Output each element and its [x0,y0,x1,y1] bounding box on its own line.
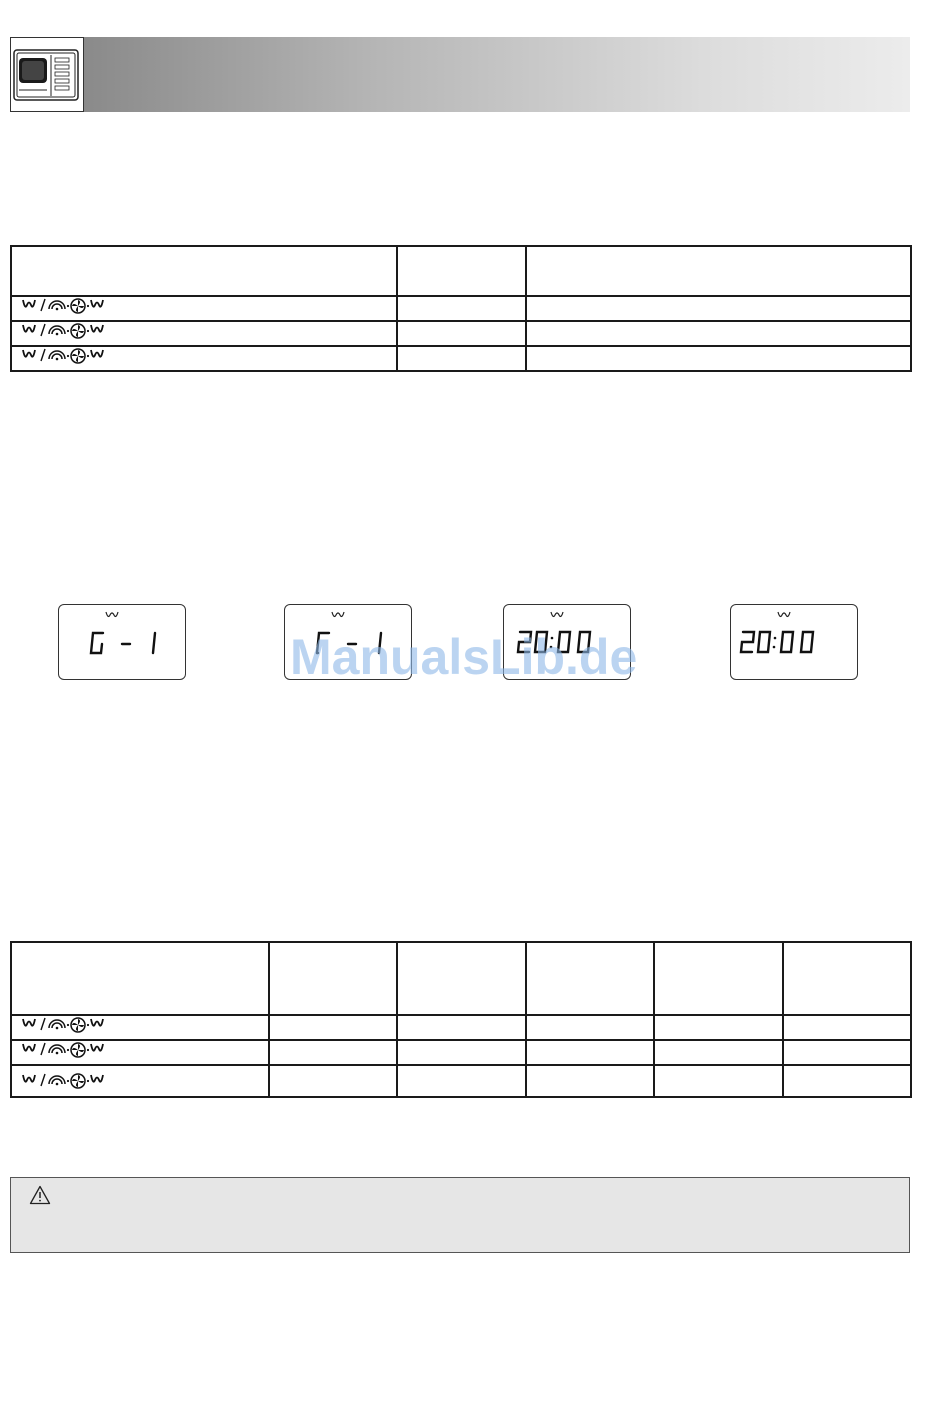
table-cell [783,1015,911,1040]
cooking-table-1 [10,245,912,372]
table-cell [783,1040,911,1065]
grill-convection-combi-symbol [22,1016,106,1034]
symbol-cell [11,346,397,371]
lcd-digits [91,633,155,653]
table-header-cell [11,942,269,1015]
grill-indicator-icon [551,612,563,616]
table-cell [526,1065,654,1097]
grill-convection-combi-symbol [22,347,106,365]
table-cell [397,1015,526,1040]
table-cell [397,346,526,371]
table-cell [526,296,911,321]
table-cell [654,1065,783,1097]
table-header-cell [526,246,911,296]
symbol-cell [11,1065,269,1097]
symbol-cell [11,321,397,346]
cooking-table-2 [10,941,912,1098]
table-row [11,321,911,346]
table-cell [269,1040,397,1065]
table-cell [526,346,911,371]
table-row [11,1040,911,1065]
grill-convection-combi-symbol [22,297,106,315]
table-cell [397,321,526,346]
lcd-display-4 [730,604,858,680]
microwave-oven-icon [11,38,83,111]
table-row [11,296,911,321]
table-header-cell [397,246,526,296]
grill-convection-combi-symbol [22,1072,106,1090]
table-cell [397,1065,526,1097]
table-cell [783,1065,911,1097]
table-cell [654,1040,783,1065]
header-gradient-bar [84,37,910,112]
table-header-cell [783,942,911,1015]
lcd-display-1 [58,604,186,680]
symbol-cell [11,1015,269,1040]
table-header-row [11,246,911,296]
lcd-digits [741,632,813,652]
table-cell [526,321,911,346]
table-header-cell [269,942,397,1015]
table-cell [526,1040,654,1065]
grill-indicator-icon [778,612,790,616]
watermark: ManualsLib.de [290,629,638,685]
table-cell [654,1015,783,1040]
table-row [11,346,911,371]
symbol-cell [11,1040,269,1065]
table-header-cell [11,246,397,296]
table-header-row [11,942,911,1015]
table-cell [397,296,526,321]
grill-convection-combi-symbol [22,322,106,340]
header-icon-box [10,37,84,112]
table-cell [526,1015,654,1040]
table-row [11,1015,911,1040]
grill-indicator-icon [106,612,118,616]
table-cell [397,1040,526,1065]
table-cell [269,1065,397,1097]
warning-box [10,1177,910,1253]
grill-indicator-icon [332,612,344,616]
table-row [11,1065,911,1097]
grill-convection-combi-symbol [22,1041,106,1059]
table-cell [269,1015,397,1040]
table-header-cell [397,942,526,1015]
symbol-cell [11,296,397,321]
warning-triangle-icon [29,1185,51,1205]
table-header-cell [526,942,654,1015]
page-header [10,37,910,112]
table-header-cell [654,942,783,1015]
